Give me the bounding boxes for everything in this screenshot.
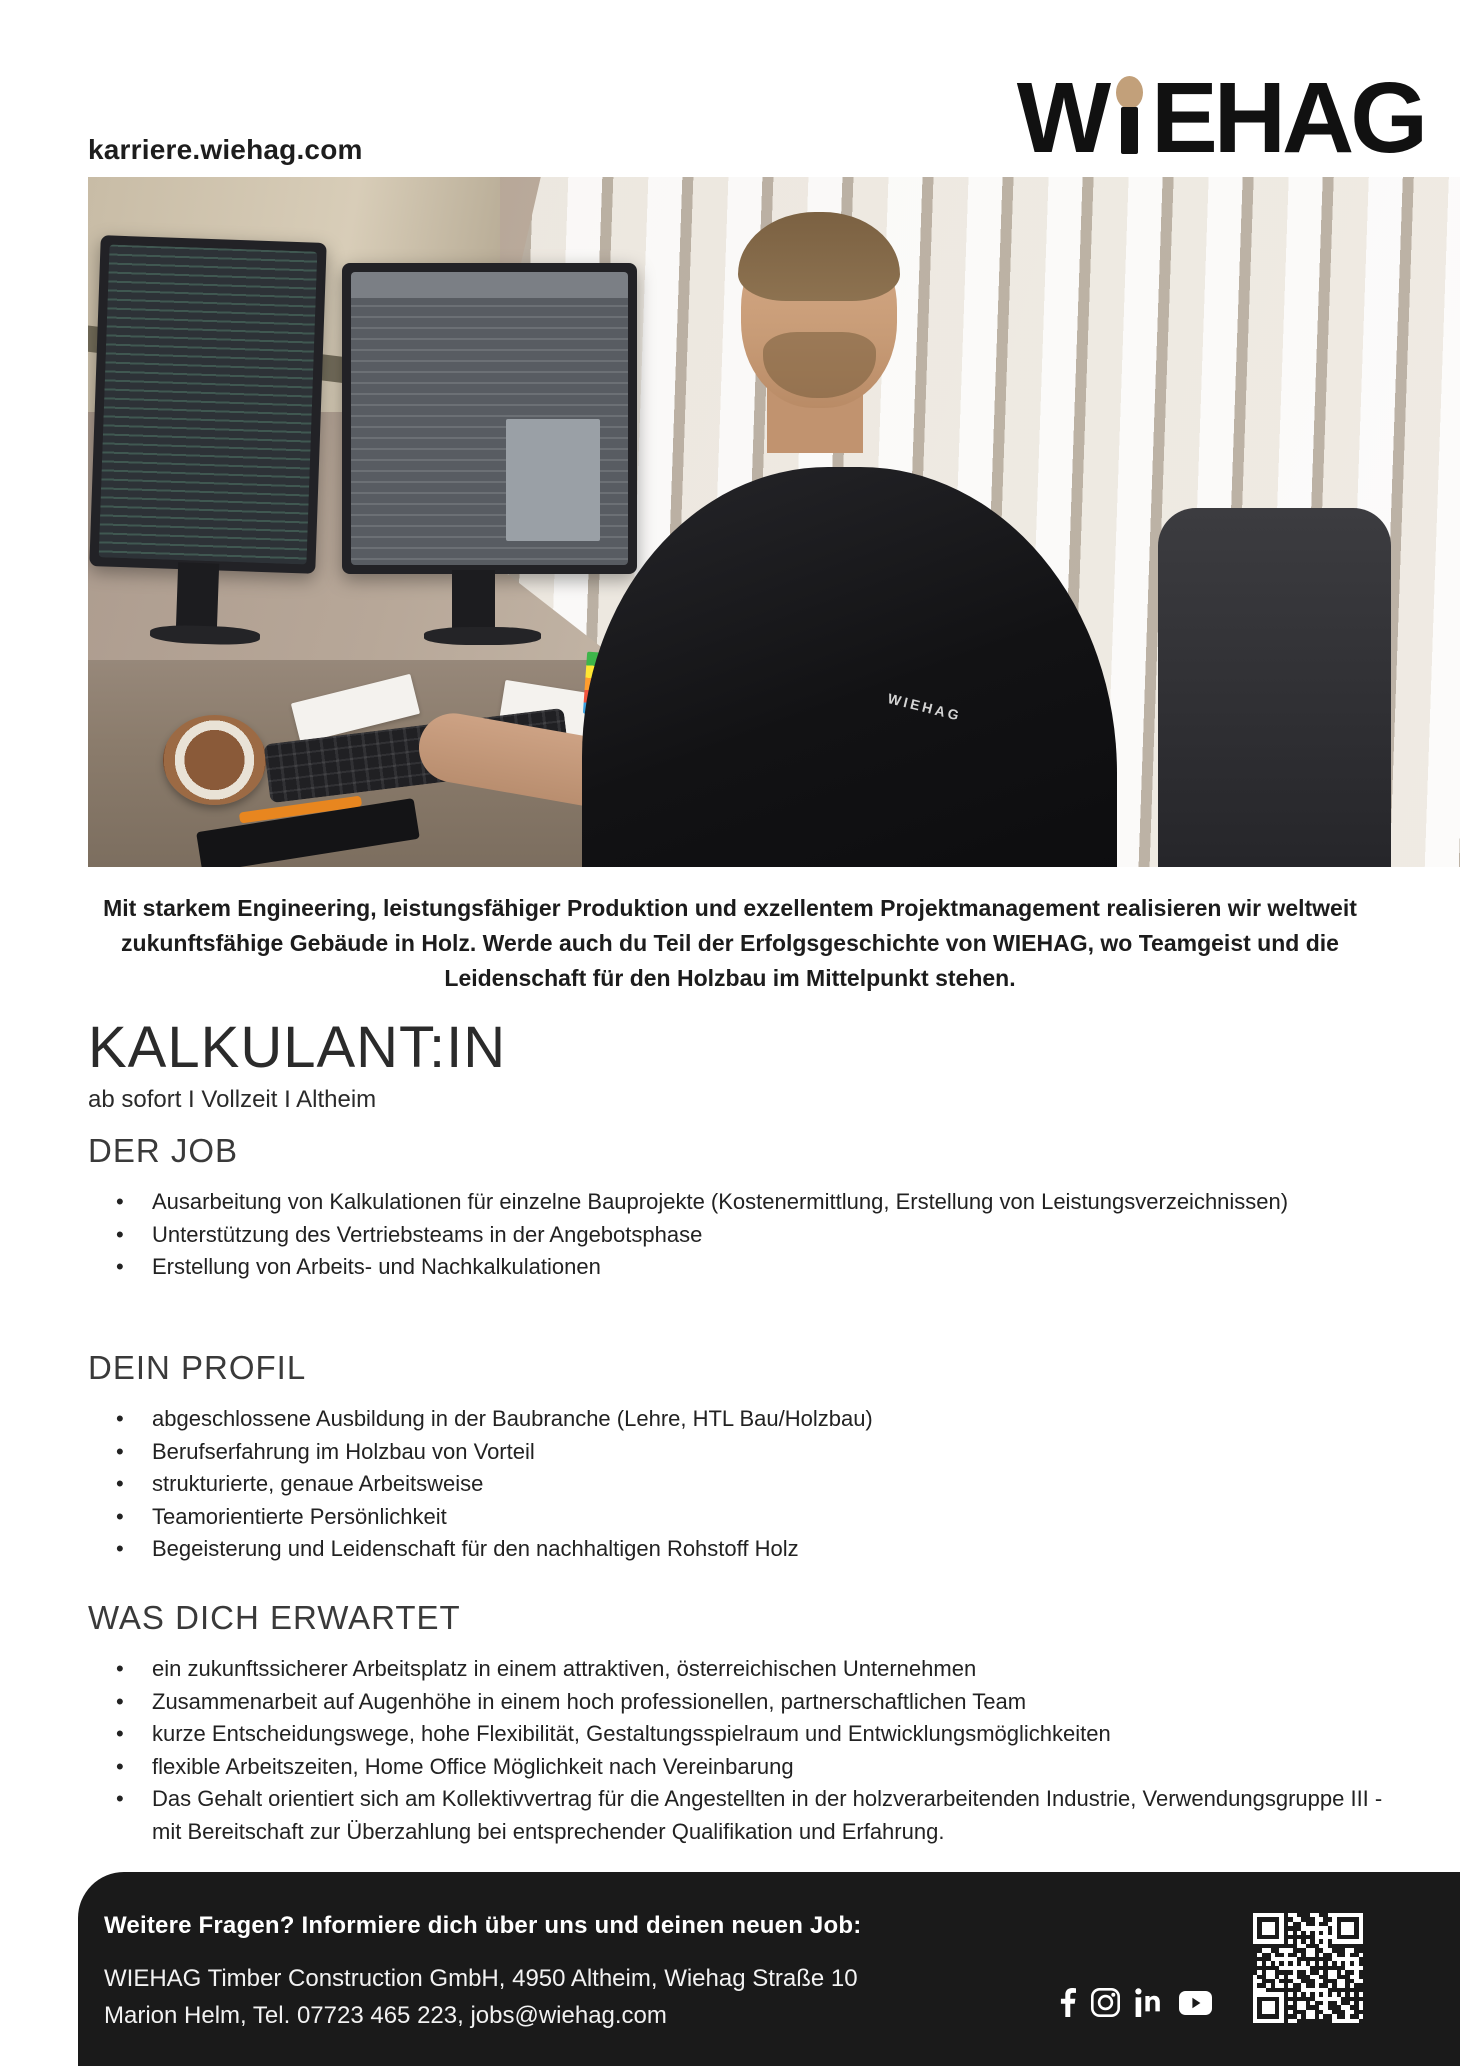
job-title: KALKULANT:IN (88, 1015, 507, 1080)
bullet-item: • strukturierte, genaue Arbeitsweise (88, 1468, 1412, 1501)
career-site-url[interactable]: karriere.wiehag.com (88, 134, 363, 165)
social-icons (1060, 1988, 1212, 2017)
photo-monitor-base-right (424, 627, 541, 645)
footer-contact-line[interactable]: Marion Helm, Tel. 07723 465 223, jobs@wiehag.com (104, 2002, 667, 2029)
youtube-icon[interactable] (1179, 1991, 1212, 2015)
photo-monitor-base-left (149, 624, 259, 646)
qr-code[interactable] (1253, 1913, 1363, 2023)
photo-shirt-logo: WIEHAG (886, 689, 964, 724)
photo-screen-code (98, 245, 317, 565)
bullet-list (88, 1403, 1412, 1566)
photo-monitor-stand-right (452, 570, 496, 632)
bullet-item: • ein zukunftssicherer Arbeitsplatz in einem attraktiven, österreichischen Unternehmen (88, 1653, 1412, 1686)
logo-text-right: EHAG (1151, 62, 1424, 174)
photo-monitor-stand-left (176, 563, 220, 633)
bullet-item: • kurze Entscheidungswege, hohe Flexibilität, Gestaltungsspielraum und Entwicklungsmöglichkeiten (88, 1718, 1412, 1751)
bullet-item: • Zusammenarbeit auf Augenhöhe in einem hoch professionellen, partnerschaftlichen Team (88, 1686, 1412, 1719)
bullet-list (88, 1186, 1412, 1284)
photo-rope-coil (163, 715, 266, 805)
bullet-item: • Begeisterung und Leidenschaft für den nachhaltigen Rohstoff Holz (88, 1533, 1412, 1566)
intro-text: Mit starkem Engineering, leistungsfähiger Produktion und exzellentem Projektmanagement realisieren wir weltweit zukunftsfähige Gebäude in Holz. Werde auch du Teil der Erfolgsgeschichte von WIEHAG, wo Teamgeist und die Leidenschaft für den Holzbau im Mittelpunkt stehen. (103, 895, 1357, 991)
bullet-item: • Berufserfahrung im Holzbau von Vorteil (88, 1436, 1412, 1469)
bullet-item: • Erstellung von Arbeits- und Nachkalkulationen (88, 1251, 1412, 1284)
photo-monitor-left (89, 235, 327, 574)
instagram-icon[interactable] (1091, 1988, 1120, 2017)
logo-text-left: W (1016, 62, 1108, 174)
logo-letter-i (1115, 80, 1145, 156)
facebook-icon[interactable] (1060, 1988, 1076, 2017)
photo-screen-app (351, 272, 628, 565)
bullet-item: • flexible Arbeitszeiten, Home Office Möglichkeit nach Vereinbarung (88, 1751, 1412, 1784)
contact-footer (78, 1872, 1460, 2066)
section-dein-profil (88, 1349, 1412, 1566)
footer-address: WIEHAG Timber Construction GmbH, 4950 Altheim, Wiehag Straße 10 (104, 1965, 858, 1992)
bullet-list (88, 1653, 1412, 1848)
logo-gold-dot (1116, 76, 1143, 109)
job-meta: ab sofort I Vollzeit I Altheim (88, 1086, 377, 1113)
section-der-job (88, 1132, 1412, 1284)
wiehag-logo (1016, 62, 1424, 174)
section-heading: DER JOB (88, 1132, 239, 1169)
bullet-item: • Teamorientierte Persönlichkeit (88, 1501, 1412, 1534)
linkedin-icon[interactable] (1135, 1988, 1164, 2017)
photo-monitor-right (342, 263, 637, 574)
photo-office-chair (1158, 508, 1391, 867)
bullet-item: • Unterstützung des Vertriebsteams in der Angebotsphase (88, 1219, 1412, 1252)
photo-screen-document (506, 419, 600, 542)
bullet-item: • Das Gehalt orientiert sich am Kollektivvertrag für die Angestellten in der holzverarbeitenden Industrie, Verwendungsgruppe III - mit Bereitschaft zur Überzahlung bei entsprechender Qualifikation und Erfahrung. (88, 1783, 1412, 1848)
footer-headline: Weitere Fragen? Informiere dich über uns und deinen neuen Job: (104, 1912, 862, 1939)
section-heading: DEIN PROFIL (88, 1349, 307, 1386)
footer-contact (104, 1960, 858, 2034)
section-was-dich-erwartet (88, 1599, 1412, 1848)
intro-block (0, 891, 1460, 996)
qr-module (1359, 2019, 1363, 2023)
section-heading: WAS DICH ERWARTET (88, 1599, 461, 1636)
bullet-item: • abgeschlossene Ausbildung in der Baubranche (Lehre, HTL Bau/Holzbau) (88, 1403, 1412, 1436)
logo-i-stem (1121, 107, 1138, 154)
bullet-item: • Ausarbeitung von Kalkulationen für einzelne Bauprojekte (Kostenermittlung, Erstellung von Leistungsverzeichnissen) (88, 1186, 1412, 1219)
hero-photo (88, 177, 1460, 867)
